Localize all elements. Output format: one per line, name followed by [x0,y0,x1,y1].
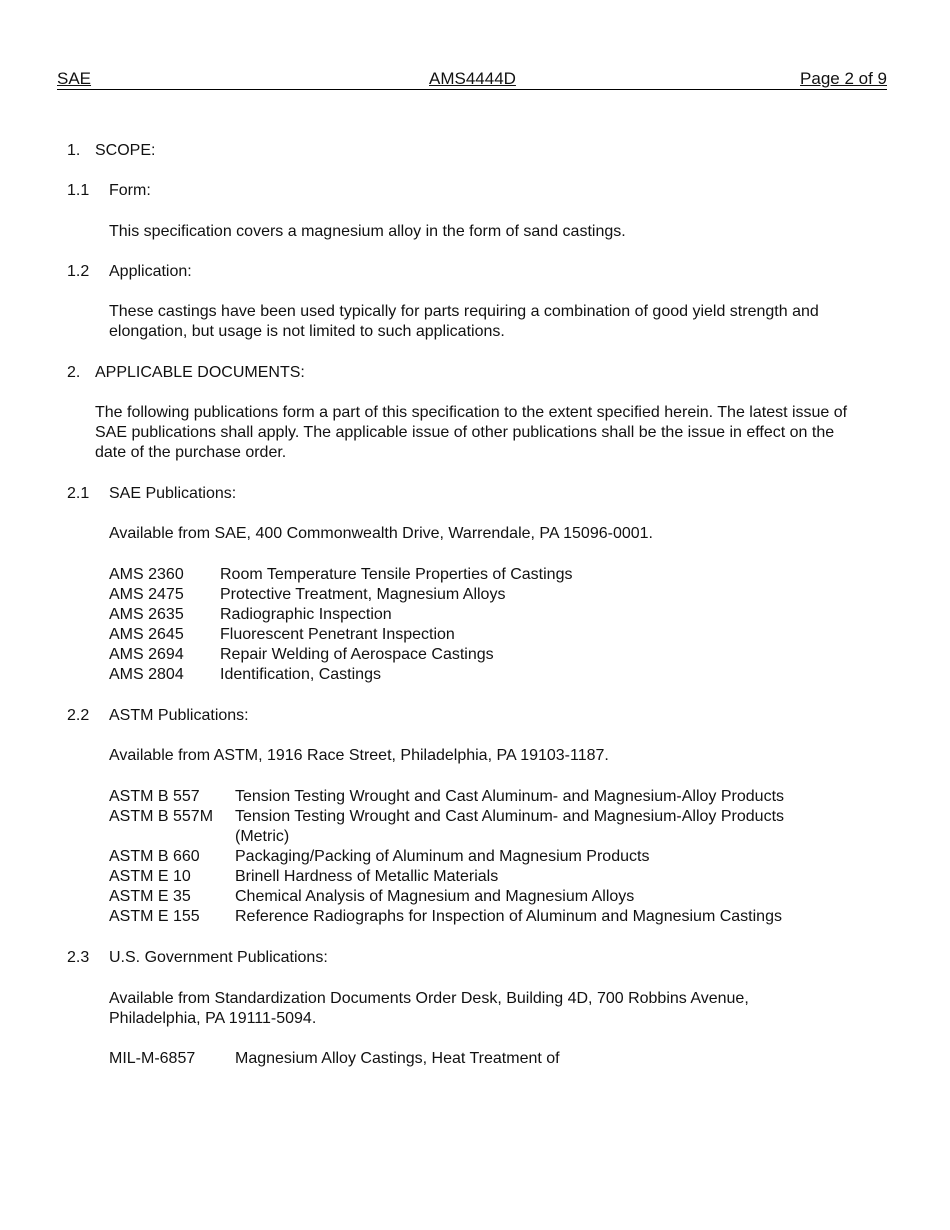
section-2-2-title: ASTM Publications: [109,707,249,724]
doc-code: ASTM E 155 [109,908,200,925]
section-2-1-number: 2.1 [67,485,90,502]
section-1-1-title: Form: [109,182,151,199]
section-1-2-text: These castings have been used typically for parts requiring a combination of good yield strength and elongation, but usage is not limited to such applications. [109,303,819,340]
sae-availability: Available from SAE, 400 Commonwealth Drive, Warrendale, PA 15096-0001. [109,525,653,542]
doc-code: ASTM B 557 [109,788,200,805]
doc-code: AMS 2360 [109,566,184,583]
doc-title: Tension Testing Wrought and Cast Aluminum- and Magnesium-Alloy Products [235,788,785,805]
astm-availability: Available from ASTM, 1916 Race Street, Philadelphia, PA 19103-1187. [109,747,609,764]
doc-title: Protective Treatment, Magnesium Alloys [220,586,506,603]
doc-title: Repair Welding of Aerospace Castings [220,646,494,663]
doc-code: ASTM B 557M [109,808,214,825]
header-page-number: Page 2 of 9 [800,69,887,88]
doc-title: Reference Radiographs for Inspection of Aluminum and Magnesium Castings [235,908,782,925]
doc-code: ASTM B 660 [109,848,200,865]
section-2-text: The following publications form a part of this specification to the extent specified herein. The latest issue of SAE publications shall apply. The applicable issue of other publications shall be the issue in effect on the date of the purchase order. [95,404,848,461]
header-doc-number: AMS4444D [429,69,516,88]
page-header [57,69,887,90]
doc-title: Radiographic Inspection [220,606,392,623]
section-2-1-title: SAE Publications: [109,485,237,502]
doc-title: Brinell Hardness of Metallic Materials [235,868,499,885]
doc-title: Packaging/Packing of Aluminum and Magnesium Products [235,848,650,865]
doc-title: Identification, Castings [220,666,381,683]
doc-title: Fluorescent Penetrant Inspection [220,626,455,643]
doc-code: MIL-M-6857 [109,1050,196,1067]
section-2-2-number: 2.2 [67,707,90,724]
section-2-title: APPLICABLE DOCUMENTS: [95,364,305,381]
government-availability: Available from Standardization Documents Order Desk, Building 4D, 700 Robbins Avenue, Philadelphia, PA 19111-5094. [109,990,749,1027]
doc-code: ASTM E 35 [109,888,191,905]
doc-code: AMS 2635 [109,606,184,623]
section-2-number: 2. [67,364,81,381]
doc-title: Tension Testing Wrought and Cast Aluminum- and Magnesium-Alloy Products (Metric) [235,808,785,845]
doc-code: AMS 2804 [109,666,184,683]
section-1-title: SCOPE: [95,142,156,159]
doc-code: AMS 2645 [109,626,184,643]
doc-code: ASTM E 10 [109,868,191,885]
section-1-1-text: This specification covers a magnesium alloy in the form of sand castings. [109,223,626,240]
doc-code: AMS 2475 [109,586,184,603]
section-2-3-number: 2.3 [67,949,90,966]
section-2-3-title: U.S. Government Publications: [109,949,328,966]
header-org: SAE [57,69,92,88]
section-1-2-title: Application: [109,263,192,280]
section-1-1-number: 1.1 [67,182,90,199]
doc-code: AMS 2694 [109,646,184,663]
doc-title: Magnesium Alloy Castings, Heat Treatment of [235,1050,560,1067]
section-1-number: 1. [67,142,81,159]
section-1-2-number: 1.2 [67,263,90,280]
doc-title: Room Temperature Tensile Properties of Castings [220,566,573,583]
doc-title: Chemical Analysis of Magnesium and Magnesium Alloys [235,888,635,905]
